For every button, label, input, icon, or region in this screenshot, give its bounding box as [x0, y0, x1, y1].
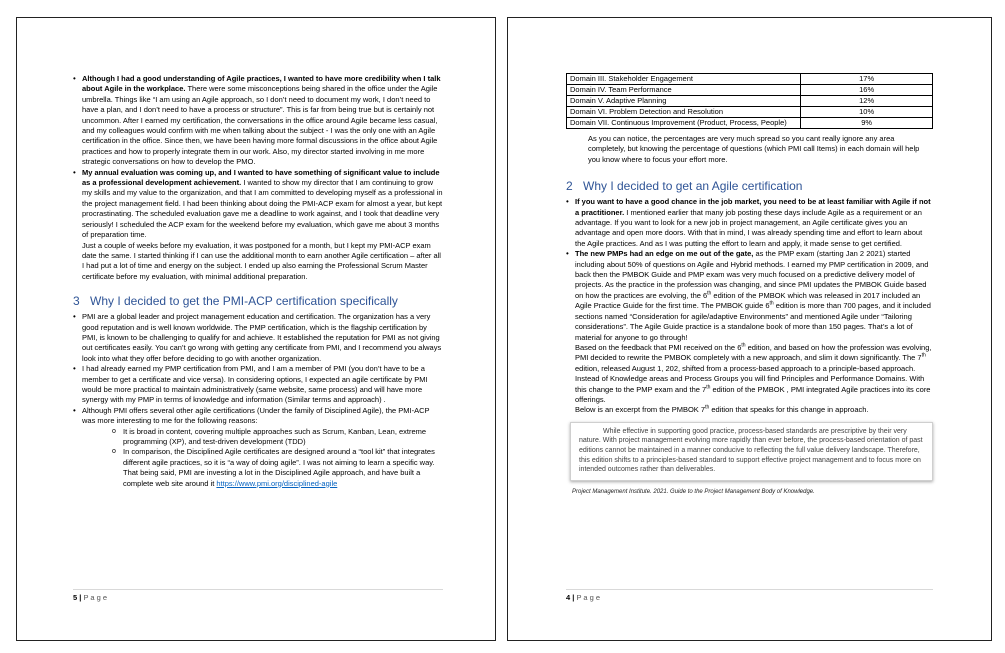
section-heading	[73, 294, 443, 308]
domain-cell: Domain VI. Problem Detection and Resolution	[567, 107, 801, 118]
list-item	[73, 74, 443, 168]
bold-lead: My annual evaluation was coming up, and I wanted to have something of significant value to include as a professional development achievement.	[82, 167, 440, 188]
text-run: edition of the PMBOK which was released in 2017 included an Agile Practice Guide for the first time. The PMBOK guide 6	[575, 290, 921, 311]
page-body	[73, 74, 443, 489]
page-number: 5	[73, 593, 78, 602]
text-run: Below is an excerpt from the PMBOK 7	[575, 405, 706, 415]
domain-cell: Domain IV. Team Performance	[567, 85, 801, 96]
bullet-list-top	[73, 74, 443, 241]
list-item	[73, 168, 443, 241]
bullet-text: Although PMI offers several other agile certifications (Under the family of Disciplined Agile), the PMI-ACP was more interesting to me for the following reasons:	[82, 405, 430, 426]
table-row	[567, 107, 933, 118]
page-number: 4	[566, 593, 571, 602]
document-page-left	[16, 17, 496, 641]
after-table-paragraph: As you can notice, the percentages are very much spread so you cant really ignore any area completely, but knowing the percentage of questions (which PMI call Items) in each domain will help you know where to focus your effort more.	[588, 134, 920, 164]
text-run: edition that speaks for this change in approach.	[709, 405, 869, 415]
list-item: • PMI are a global leader and project management education and certification. The organization has a very good reputation and is well known worldwide. The PMP certification, which is the flagship certification by PMI, is known to be challenging to qualify for and achieve. It established the reputation for PMI as not giving out certificates easily. You can’t go wrong with getting any certificate from PMI, and I recommend you always look into what they offer before deciding to go with another organization.	[73, 312, 443, 364]
disciplined-agile-link[interactable]: https://www.pmi.org/disciplined-agile	[216, 478, 338, 488]
superscript: th	[707, 290, 712, 297]
table-row	[567, 74, 933, 85]
domain-cell: Domain V. Adaptive Planning	[567, 96, 801, 107]
list-item	[566, 197, 933, 249]
sub-list-item	[112, 447, 443, 489]
pmbok-quote-box: While effective in supporting good practice, process-based standards are prescriptive by their very nature. With project management evolving more rapidly than ever before, the process-based orientation of past editions cannot be maintained in a manner conducive to reflecting the full value delivery landscape. Therefore, this edition shifts to a principles-based standard to support effective project management and to focus more on intended outcomes rather than deliverables.	[570, 422, 933, 481]
list-item	[566, 249, 933, 343]
excerpt-intro	[566, 405, 933, 415]
sub-bullet-list	[112, 427, 443, 489]
percentage-cell: 10%	[801, 107, 933, 118]
heading-number: 2	[566, 179, 573, 194]
table-row	[567, 85, 933, 96]
heading-text: Why I decided to get the PMI-ACP certification specifically	[90, 294, 398, 309]
domain-percentage-table	[566, 73, 933, 129]
section-heading	[566, 179, 933, 193]
continuation-paragraph: Just a couple of weeks before my evaluation, it was postponed for a month, but I kept my PMI-ACP exam date the same. I started thinking if I can use the additional month to earn another Agile certification – after all I had put a lot of time and energy on the subject. I ended up also earning the Professional Scrum Master certificate before my evaluation, with minimal additional preparation.	[82, 240, 441, 281]
heading-number: 3	[73, 294, 80, 309]
text-run: Based on the feedback that PMI received on the 6	[575, 342, 742, 352]
list-item	[73, 406, 443, 489]
superscript: th	[769, 300, 774, 307]
bold-lead: If you want to have a good chance in the job market, you need to be at least familiar with Agile if not a practitioner.	[575, 197, 931, 217]
percentage-cell: 9%	[801, 118, 933, 129]
percentage-cell: 16%	[801, 85, 933, 96]
domain-cell: Domain III. Stakeholder Engagement	[567, 74, 801, 85]
bullet-text: I mentioned earlier that many job posting these days include Agile as a requirement or an advantage. If you want to look for a new job in project management, an Agile certificate gives you an advantage and open more doors. With that in mind, I was already spending time and effort to learn about the Agile practices. And as I was putting the effort to learn and apply, it made sense to get certified.	[575, 207, 923, 248]
table-row	[567, 96, 933, 107]
text-run: edition, and based on how the profession was evolving, PMI decided to rewrite the PMBOK completely with a new approach, and slim it down significantly. The 7	[575, 342, 932, 363]
document-page-right	[507, 17, 992, 641]
bullet-list	[566, 197, 933, 343]
superscript: th	[741, 342, 746, 349]
page-footer: 5 | P a g e	[73, 589, 443, 602]
text-run: as the PMP exam (starting Jan 2 2021) started including about 50% of questions on Agile and Hybrid methods. I earned my PMP certification in 2009, and back then the PMBOK Guide and PMP exam was very much focused on a predictive delivery model of projects. As the practice in the profession was changing, and since PMI updates the PMBOK Guide based on how the practices are evolving, the 6	[575, 249, 929, 300]
text-run: edition of the PMBOK , PMI integrated Agile practices into its core offerings.	[575, 384, 931, 404]
text-run: edition is more than 700 pages, and it included sections named “Consideration for agile/adaptive Environments” and mentioned Agile under “Tailoring considerations”. The Agile Guide practice is a standalone book of more than 150 pages. That’s a lot of material for anyone to go through!	[575, 301, 931, 342]
bullet-text: I wanted to show my director that I am continuing to grow my skills and my value to the organization, and that I am committed to developing myself as a professional in the project management field. I had been thinking about doing the PMI-ACP exam for almost a year, but kept procrastinating. The scheduled evaluation gave me a deadline to work against, and I took that deadline very seriously! I scheduled the ACP exam for the weekend before my evaluation, which gave me about 3 months of preparation time.	[82, 178, 443, 240]
percentage-cell: 12%	[801, 96, 933, 107]
bold-lead: Although I had a good understanding of Agile practices, I wanted to have more credibility when I talk about Agile in the workplace.	[82, 74, 441, 94]
citation: Project Management Institute. 2021. Guide to the Project Management Body of Knowledge.	[572, 488, 815, 495]
list-item: • I had already earned my PMP certification from PMI, and I am a member of PMI (you don’t have to be a member to get a certificate and vice versa). In considering options, I expected an agile certificate by PMI would be more practical to maintain administratively (same website, same process) and will have more synergy with my PMP in terms of knowledge and information (Similar terms and approach) .	[73, 364, 443, 406]
superscript: th	[705, 404, 710, 411]
bullet-text: In comparison, the Disciplined Agile certificates are designed around a “tool kit” that integrates different agile practices, so it is “a way of doing agile”. I was not aiming to learn a specific way. That being said, PMI are investing a lot in the Disciplined Agile approach, and have built a complete web site around it	[123, 447, 435, 488]
page-label: P a g e	[83, 593, 108, 602]
table-row	[567, 118, 933, 129]
text-run: edition, released August 1, 202, shifted from a process-based approach to a principle-based approach. Instead of Knowledge areas and Process Groups you will find Principles and Performance Domains. With this change to the PMP exam and the 7	[575, 363, 925, 394]
page-label: P a g e	[576, 593, 601, 602]
superscript: th	[706, 384, 711, 391]
page-body	[566, 73, 933, 497]
bullet-list-section	[73, 312, 443, 489]
pmbok-paragraph	[566, 343, 933, 405]
sub-list-item: o It is broad in content, covering multiple approaches such as Scrum, Kanban, Lean, extreme programming (XP), and test-driven development (TDD)	[112, 427, 443, 448]
superscript: th	[921, 352, 926, 359]
heading-text: Why I decided to get an Agile certification	[583, 179, 803, 194]
domain-cell: Domain VII. Continuous Improvement (Product, Process, People)	[567, 118, 801, 129]
bold-lead: The new PMPs had an edge on me out of the gate,	[575, 249, 754, 259]
percentage-cell: 17%	[801, 74, 933, 85]
page-footer: 4 | P a g e	[566, 589, 933, 602]
bullet-text: There were some misconceptions being shared in the office under the Agile umbrella. Things like “I am using an Agile approach, so I don’t need to document my work, I don’t need to have a plan, and I don’t need to have a process or structure”. This is far from being true but is certainly not uncommon. After I earned my certification, the conversations in the office around Agile became less casual, and my colleagues would confirm with me when talking about the subject - I was the only one with an Agile certification in the office. Since then, we have been having more formal discussions in the office about Agile practices and how to properly integrate them in our work. Also, my director started involving in me more strategic conversations on how to develop the PMO.	[82, 84, 438, 167]
